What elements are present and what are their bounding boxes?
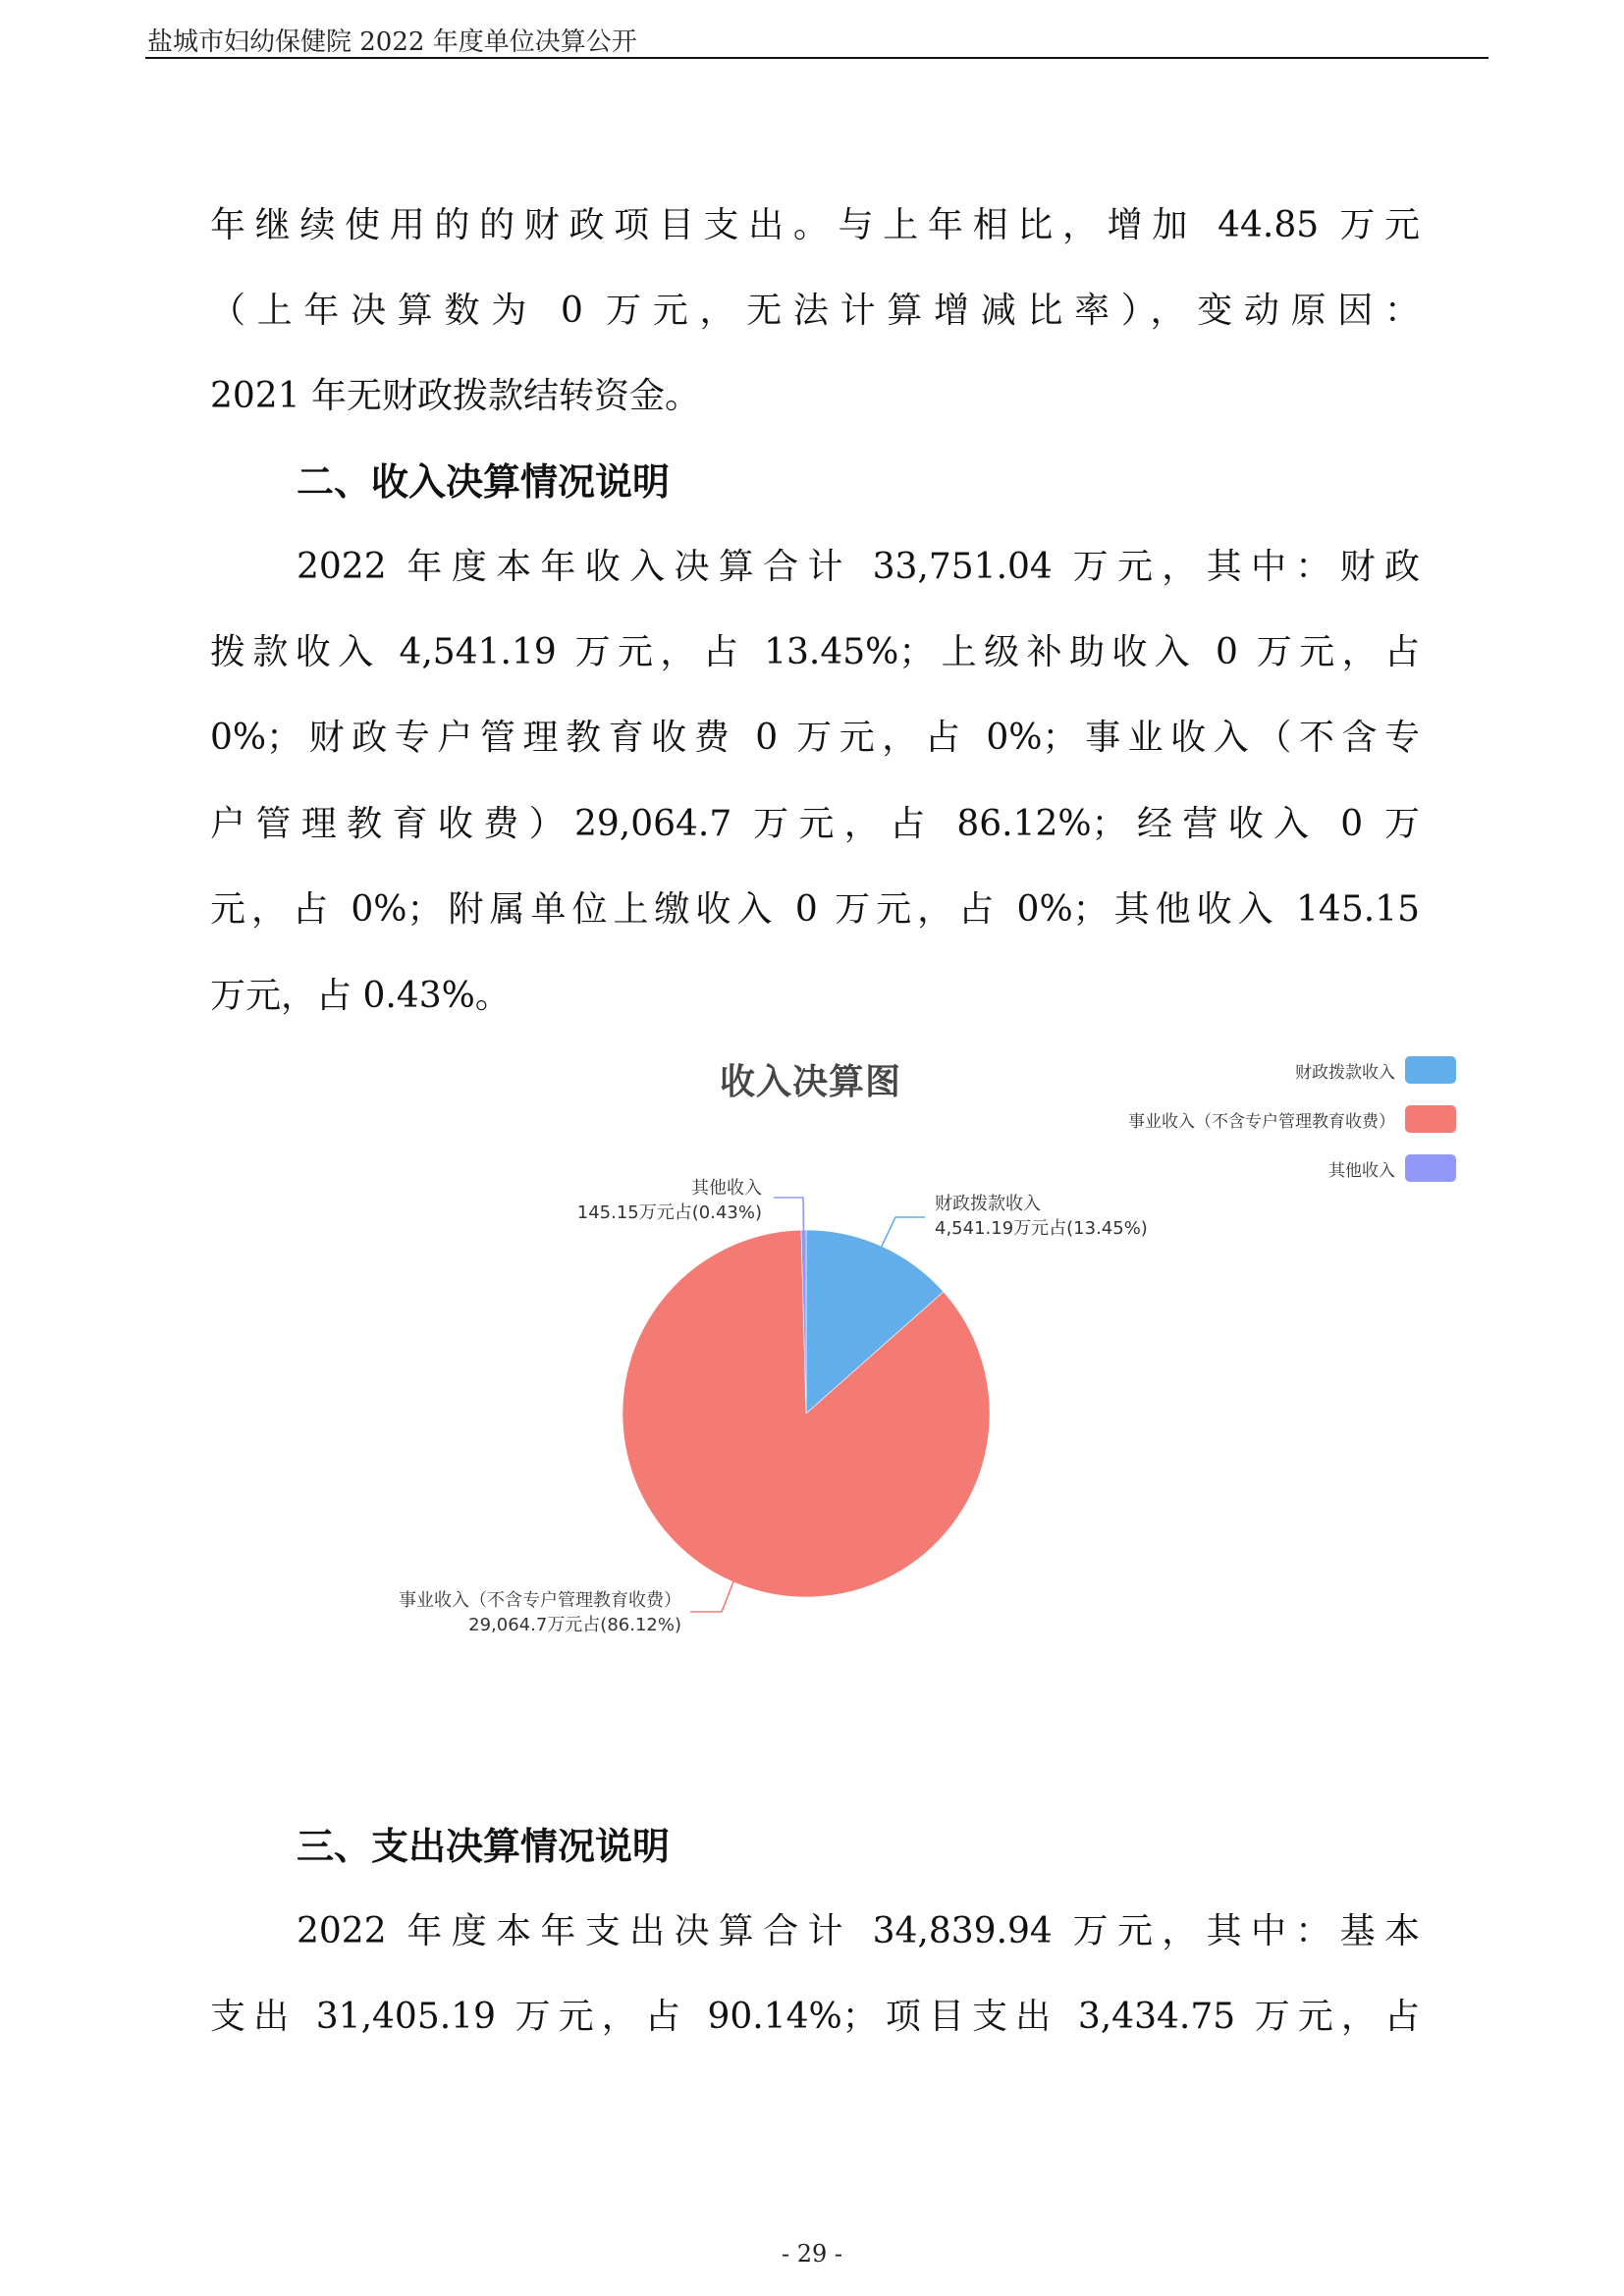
- legend-label: 财政拨款收入: [1295, 1062, 1395, 1083]
- section-heading-expenditure: 三、支出决算情况说明: [297, 1825, 671, 1868]
- slice-label-name: 其他收入: [691, 1178, 762, 1199]
- body-line: 元，占 0%；附属单位上缴收入 0 万元，占 0%；其他收入 145.15: [210, 889, 1420, 930]
- legend-label: 其他收入: [1328, 1160, 1395, 1181]
- body-line: 拨款收入 4,541.19 万元，占 13.45%；上级补助收入 0 万元，占: [210, 632, 1420, 672]
- body-line: 年继续使用的的财政项目支出。与上年相比，增加 44.85 万元: [210, 205, 1420, 245]
- slice-label-value: 145.15万元占(0.43%): [576, 1202, 762, 1223]
- body-line: 0%；财政专户管理教育收费 0 万元，占 0%；事业收入（不含专: [210, 718, 1420, 758]
- chart-title: 收入决算图: [720, 1062, 902, 1102]
- body-line: 2021 年无财政拨款结转资金。: [210, 376, 701, 416]
- document-header-title: 盐城市妇幼保健院 2022 年度单位决算公开: [147, 27, 637, 57]
- leader-line-business: [690, 1576, 735, 1612]
- slice-label-name: 财政拨款收入: [935, 1194, 1041, 1214]
- body-line: 支出 31,405.19 万元，占 90.14%；项目支出 3,434.75 万元，占: [210, 1997, 1420, 2037]
- slice-label-fiscal: [935, 1192, 1148, 1241]
- section-heading-income: 二、收入决算情况说明: [297, 460, 671, 504]
- slice-label-value: 4,541.19万元占(13.45%): [935, 1218, 1148, 1239]
- body-line: 2022 年度本年支出决算合计 34,839.94 万元，其中：基本: [297, 1911, 1420, 1951]
- slice-label-name: 事业收入（不含专户管理教育收费）: [399, 1590, 681, 1611]
- body-line: （上年决算数为 0 万元，无法计算增减比率），变动原因：: [210, 291, 1420, 331]
- body-line: 万元，占 0.43%。: [210, 976, 511, 1016]
- slice-label-other: [577, 1176, 762, 1225]
- body-line: 2022 年度本年收入决算合计 33,751.04 万元，其中：财政: [297, 547, 1420, 587]
- body-line: 户管理教育收费）29,064.7 万元，占 86.12%；经营收入 0 万: [210, 804, 1420, 844]
- page-number: - 29 -: [781, 2240, 842, 2268]
- legend-label: 事业收入（不含专户管理教育收费）: [1128, 1111, 1395, 1132]
- slice-label-value: 29,064.7万元占(86.12%): [468, 1615, 681, 1635]
- slice-label-business: [399, 1588, 681, 1637]
- pie-slices: [623, 1230, 990, 1597]
